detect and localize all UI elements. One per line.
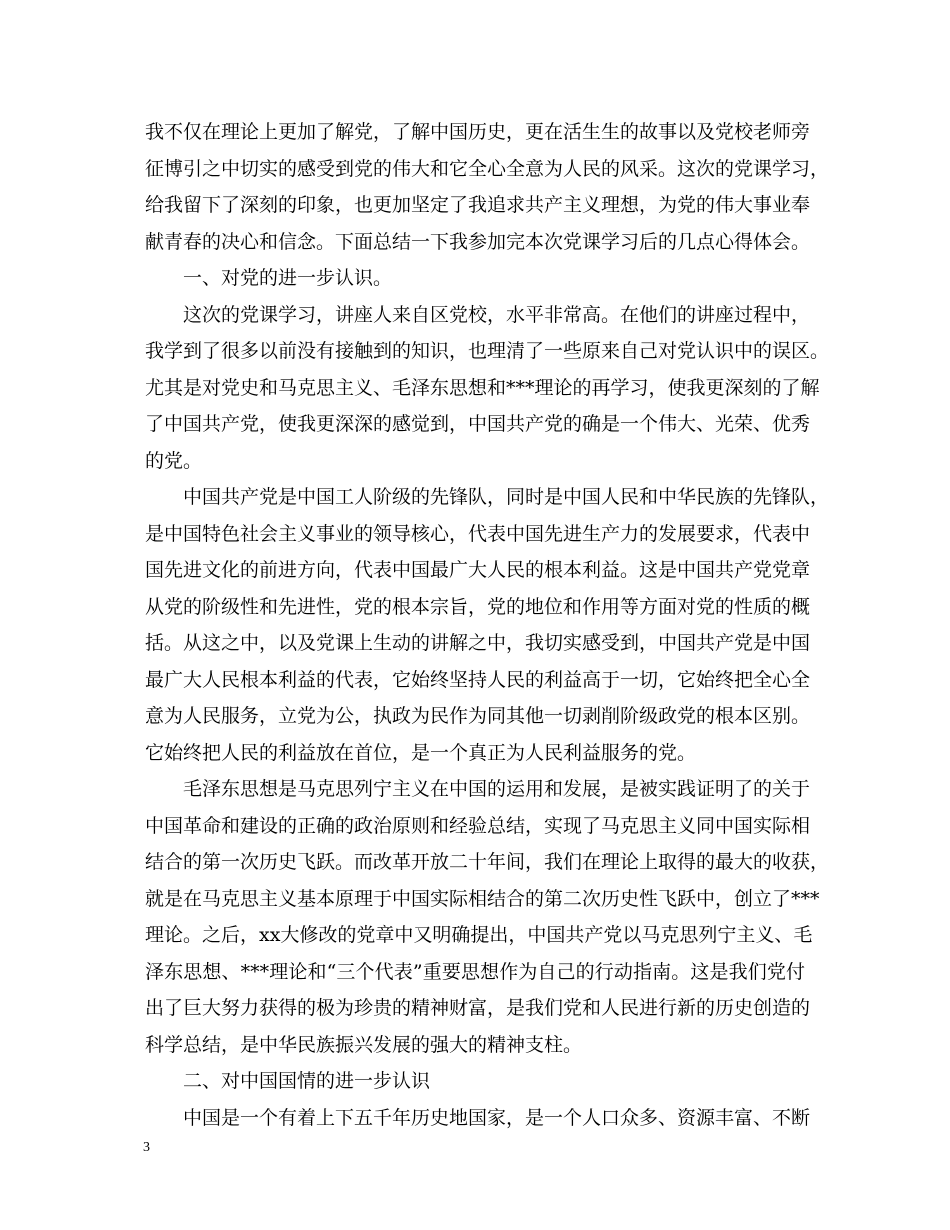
text-line: 毛泽东思想是马克思列宁主义在中国的运用和发展，是被实践证明了的关于 (183, 778, 811, 800)
text-line: 二、对中国国情的进一步认识 (183, 1070, 431, 1092)
text-line: 国先进文化的前进方向，代表中国最广大人民的根本利益。这是中国共产党党章 (145, 559, 811, 581)
text-line: 泽东思想、***理论和“三个代表”重要思想作为自己的行动指南。这是我们党付 (145, 960, 805, 983)
body-text (145, 114, 830, 1136)
text-line: 我学到了很多以前没有接触到的知识，也理清了一些原来自己对党认识中的误区。 (145, 340, 830, 362)
text-line: 一、对党的进一步认识。 (183, 267, 393, 289)
text-line: 了中国共产党，使我更深深的感觉到，中国共产党的确是一个伟大、光荣、优秀 (145, 413, 811, 435)
text-line: 理论。之后，xx大修改的党章中又明确提出，中国共产党以马克思列宁主义、毛 (145, 924, 813, 946)
page-number: 3 (143, 1140, 150, 1155)
text-line: 最广大人民根本利益的代表，它始终坚持人民的利益高于一切，它始终把全心全 (145, 668, 811, 691)
text-line: 我不仅在理论上更加了解党，了解中国历史，更在活生生的故事以及党校老师旁 (145, 121, 811, 143)
text-line: 它始终把人民的利益放在首位，是一个真正为人民利益服务的党。 (145, 741, 697, 764)
text-line: 意为人民服务，立党为公，执政为民作为同其他一切剥削阶级政党的根本区别。 (145, 705, 811, 727)
text-line: 中国是一个有着上下五千年历史地国家，是一个人口众多、资源丰富、不断 (183, 1106, 811, 1129)
text-line: 从党的阶级性和先进性，党的根本宗旨，党的地位和作用等方面对党的性质的概 (145, 595, 811, 618)
text-line: 中国革命和建设的正确的政治原则和经验总结，实现了马克思主义同中国实际相 (145, 814, 811, 837)
text-line: 就是在马克思主义基本原理于中国实际相结合的第二次历史性飞跃中，创立了*** (145, 887, 820, 910)
text-line: 尤其是对党史和马克思主义、毛泽东思想和***理论的再学习，使我更深刻的了解 (145, 376, 820, 399)
text-line: 这次的党课学习，讲座人来自区党校，水平非常高。在他们的讲座过程中， (183, 303, 811, 326)
text-line: 给我留下了深刻的印象，也更加坚定了我追求共产主义理想，为党的伟大事业奉 (145, 194, 811, 216)
text-line: 献青春的决心和信念。下面总结一下我参加完本次党课学习后的几点心得体会。 (145, 230, 811, 253)
text-line: 出了巨大努力获得的极为珍贵的精神财富，是我们党和人民进行新的历史创造的 (145, 997, 811, 1019)
text-line: 科学总结，是中华民族振兴发展的强大的精神支柱。 (145, 1033, 583, 1056)
text-line: 括。从这之中，以及党课上生动的讲解之中，我切实感受到，中国共产党是中国 (145, 632, 811, 654)
text-line: 的党。 (145, 449, 203, 472)
text-line: 是中国特色社会主义事业的领导核心，代表中国先进生产力的发展要求，代表中 (145, 522, 811, 545)
text-line: 结合的第一次历史飞跃。而改革开放二十年间，我们在理论上取得的最大的收获， (145, 851, 830, 873)
text-line: 征博引之中切实的感受到党的伟大和它全心全意为人民的风采。这次的党课学习， (145, 157, 830, 180)
text-line: 中国共产党是中国工人阶级的先锋队，同时是中国人民和中华民族的先锋队， (183, 486, 830, 508)
